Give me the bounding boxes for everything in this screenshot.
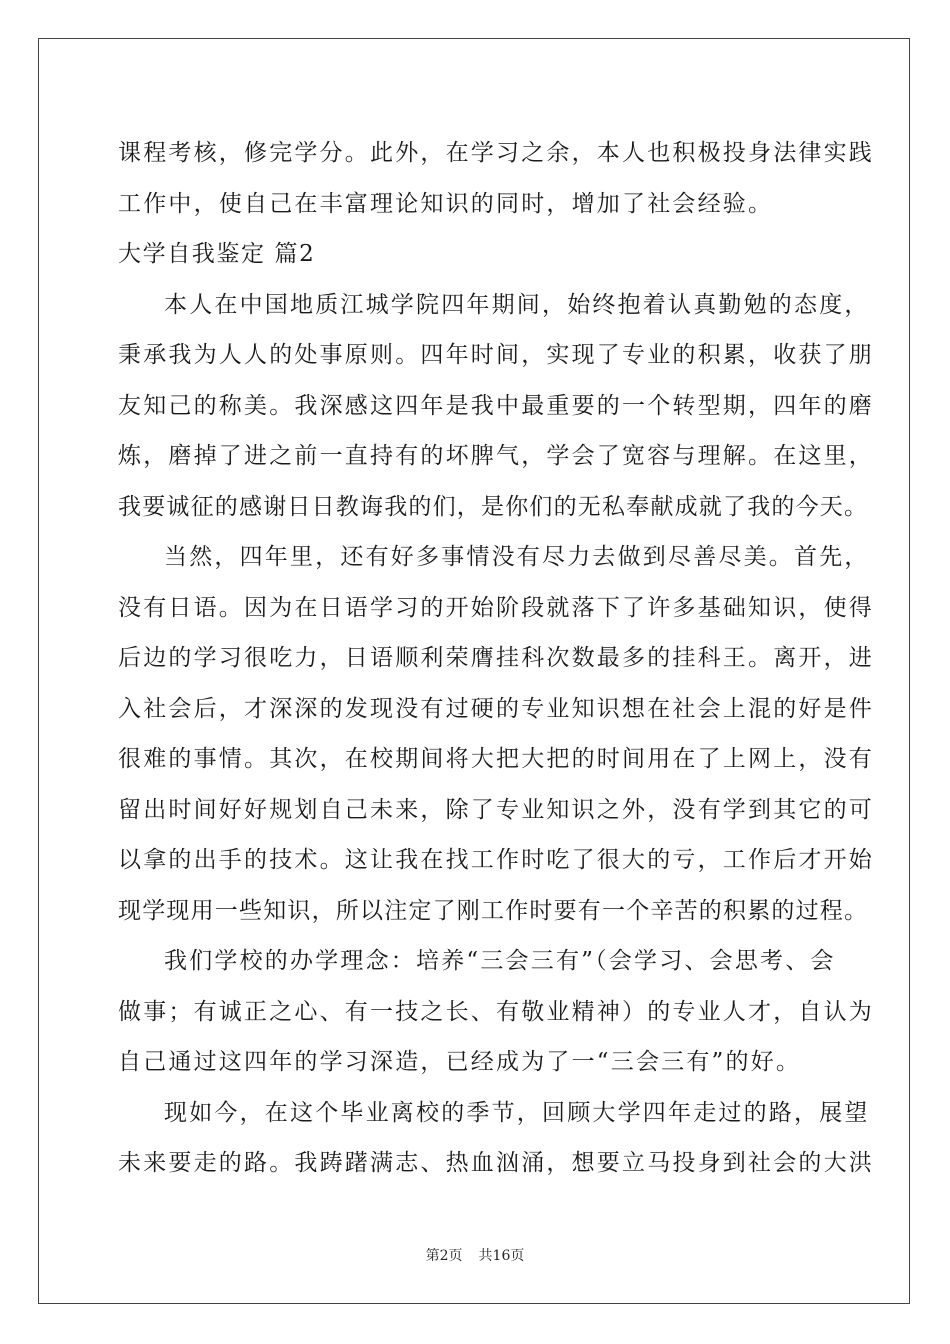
text-line: 课程考核，修完学分。此外，在学习之余，本人也积极投身法律实践 [118, 140, 874, 166]
text-line: 友知己的称美。我深感这四年是我中最重要的一个转型期，四年的磨 [118, 392, 874, 419]
total-page-count: 共16页 [478, 1248, 525, 1264]
text-line: 做事；有诚正之心、有一技之长、有敬业精神）的专业人才，自认为 [118, 998, 874, 1025]
section-heading: 大学自我鉴定 篇2 [118, 241, 316, 267]
paragraph-start-line: 当然，四年里，还有好多事情没有尽力去做到尽善尽美。首先， [164, 544, 870, 570]
current-page-number: 第2页 [425, 1248, 463, 1264]
paragraph-start-line: 我们学校的办学理念：培养“三会三有”（会学习、会思考、会 [164, 948, 836, 974]
page-footer [0, 1245, 950, 1265]
text-line: 未来要走的路。我踌躇满志、热血汹涌，想要立马投身到社会的大洪 [118, 1150, 874, 1176]
document-body [118, 128, 874, 1189]
paragraph-start-line: 现如今，在这个毕业离校的季节，回顾大学四年走过的路，展望 [164, 1099, 870, 1126]
text-line: 我要诚征的感谢日日教诲我的们，是你们的无私奉献成就了我的今天。 [118, 493, 869, 520]
text-line: 以拿的出手的技术。这让我在找工作时吃了很大的亏，工作后才开始 [118, 847, 874, 873]
text-line: 入社会后，才深深的发现没有过硬的专业知识想在社会上混的好是件 [118, 695, 874, 722]
text-line: 工作中，使自己在丰富理论知识的同时，增加了社会经验。 [118, 190, 774, 217]
paragraph-start-line: 本人在中国地质江城学院四年期间，始终抱着认真勤勉的态度， [164, 291, 870, 318]
text-line: 炼，磨掉了进之前一直持有的坏脾气，学会了宽容与理解。在这里， [118, 443, 874, 469]
text-line: 秉承我为人人的处事原则。四年时间，实现了专业的积累，收获了朋 [118, 342, 874, 368]
text-line: 后边的学习很吃力，日语顺利荣膺挂科次数最多的挂科王。离开，进 [118, 645, 874, 671]
text-line: 现学现用一些知识，所以注定了刚工作时要有一个辛苦的积累的过程。 [118, 897, 869, 924]
text-line: 自己通过这四年的学习深造，已经成为了一“三会三有”的好。 [118, 1049, 802, 1075]
text-line: 很难的事情。其次，在校期间将大把大把的时间用在了上网上，没有 [118, 746, 874, 772]
text-line: 留出时间好好规划自己未来，除了专业知识之外，没有学到其它的可 [118, 796, 874, 823]
text-line: 没有日语。因为在日语学习的开始阶段就落下了许多基础知识，使得 [118, 594, 874, 621]
